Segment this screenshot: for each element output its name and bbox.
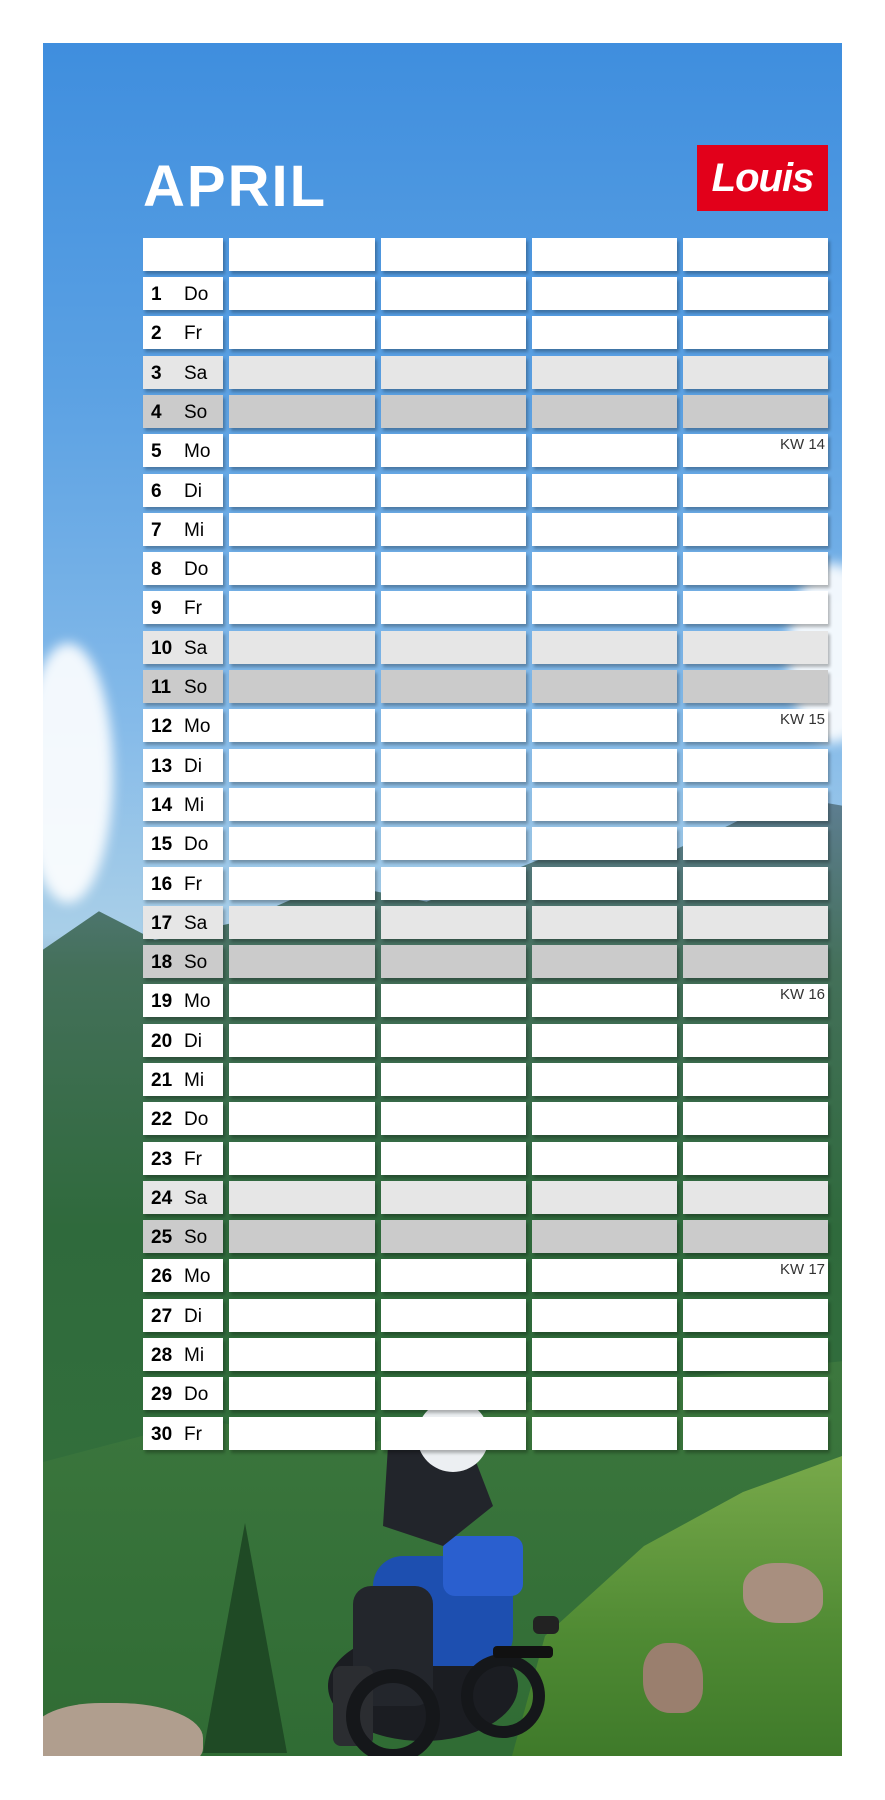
entry-cell[interactable] [683, 591, 828, 624]
weekday-label: So [184, 1227, 208, 1248]
entry-cell[interactable] [381, 1417, 526, 1450]
day-number: 19 [151, 991, 173, 1012]
calendar-day-row [143, 631, 828, 664]
brand-logo-text: Louis [711, 155, 814, 200]
entry-cell[interactable] [683, 709, 828, 742]
day-label [143, 1063, 223, 1096]
entry-cell[interactable] [683, 1063, 828, 1096]
weekday-label: Mo [184, 1266, 211, 1287]
entry-cell[interactable] [381, 474, 526, 507]
entry-cell[interactable] [683, 1259, 828, 1292]
entry-cell[interactable] [532, 827, 677, 860]
entry-cell[interactable] [683, 1299, 828, 1332]
entry-cell[interactable] [229, 277, 375, 310]
weekday-label: Di [184, 1031, 202, 1052]
day-label [143, 1181, 223, 1214]
entry-cell[interactable] [532, 1220, 677, 1253]
entry-cell[interactable] [683, 1338, 828, 1371]
day-label [143, 434, 223, 467]
weekday-label: So [184, 677, 208, 698]
day-label [143, 749, 223, 782]
calendar-day-row [143, 749, 828, 782]
entry-cell[interactable] [381, 1063, 526, 1096]
entry-cell[interactable] [381, 984, 526, 1017]
pine-tree [203, 1523, 287, 1753]
entry-cell[interactable] [532, 1063, 677, 1096]
weekday-label: Di [184, 1306, 202, 1327]
entry-cell[interactable] [381, 1338, 526, 1371]
entry-cell[interactable] [381, 709, 526, 742]
weekday-label: Mi [184, 795, 205, 816]
entry-cell[interactable] [532, 984, 677, 1017]
weekday-label: Di [184, 481, 202, 502]
calendar-day-row [143, 434, 828, 467]
day-label [143, 1259, 223, 1292]
entry-cell[interactable] [532, 395, 677, 428]
day-number: 29 [151, 1384, 173, 1405]
entry-cell[interactable] [381, 1181, 526, 1214]
weekday-label: Mo [184, 716, 211, 737]
entry-cell[interactable] [229, 1142, 375, 1175]
entry-cell[interactable] [683, 277, 828, 310]
entry-cell[interactable] [381, 316, 526, 349]
entry-cell[interactable] [229, 1377, 375, 1410]
weekday-label: So [184, 402, 208, 423]
weekday-label: Do [184, 1384, 209, 1405]
day-number: 15 [151, 834, 173, 855]
cloud [43, 643, 113, 903]
entry-cell[interactable] [683, 788, 828, 821]
entry-cell[interactable] [229, 827, 375, 860]
day-label [143, 906, 223, 939]
entry-cell[interactable] [381, 1377, 526, 1410]
entry-cell[interactable] [229, 434, 375, 467]
rock [743, 1563, 823, 1623]
entry-cell[interactable] [229, 1417, 375, 1450]
calendar-day-row [143, 1024, 828, 1057]
entry-cell[interactable] [532, 277, 677, 310]
entry-cell[interactable] [532, 1024, 677, 1057]
entry-cell[interactable] [683, 1142, 828, 1175]
entry-cell[interactable] [229, 513, 375, 546]
calendar-day-row [143, 1220, 828, 1253]
entry-cell[interactable] [229, 867, 375, 900]
day-number: 22 [151, 1109, 173, 1130]
entry-cell[interactable] [683, 1024, 828, 1057]
calendar-day-row [143, 945, 828, 978]
entry-cell[interactable] [683, 1417, 828, 1450]
entry-cell[interactable] [532, 1338, 677, 1371]
calendar-day-row [143, 1377, 828, 1410]
entry-cell[interactable] [683, 356, 828, 389]
day-label [143, 631, 223, 664]
entry-cell[interactable] [532, 1142, 677, 1175]
entry-cell[interactable] [683, 1220, 828, 1253]
entry-cell[interactable] [229, 945, 375, 978]
calendar-day-row [143, 984, 828, 1017]
calendar-day-row [143, 591, 828, 624]
brand-logo [697, 145, 828, 211]
entry-cell[interactable] [229, 749, 375, 782]
entry-cell[interactable] [381, 1259, 526, 1292]
day-number: 9 [151, 598, 162, 619]
entry-cell[interactable] [683, 513, 828, 546]
entry-cell[interactable] [532, 1377, 677, 1410]
rock [643, 1643, 703, 1713]
day-number: 24 [151, 1188, 173, 1209]
day-number: 13 [151, 756, 173, 777]
entry-cell[interactable] [532, 513, 677, 546]
entry-cell[interactable] [381, 749, 526, 782]
entry-cell[interactable] [229, 984, 375, 1017]
entry-cell[interactable] [229, 1063, 375, 1096]
entry-cell[interactable] [532, 552, 677, 585]
day-number: 8 [151, 559, 162, 580]
calendar-day-row [143, 474, 828, 507]
entry-cell[interactable] [683, 316, 828, 349]
weekday-label: Sa [184, 913, 208, 934]
entry-cell[interactable] [229, 788, 375, 821]
calendar-week-label: KW 14 [779, 436, 825, 453]
day-number: 27 [151, 1306, 173, 1327]
entry-cell[interactable] [683, 395, 828, 428]
entry-cell[interactable] [532, 788, 677, 821]
day-number: 6 [151, 481, 162, 502]
day-number: 10 [151, 638, 173, 659]
calendar-day-row [143, 867, 828, 900]
day-number: 20 [151, 1031, 173, 1052]
day-label [143, 1417, 223, 1450]
header-day-cell [143, 238, 223, 271]
calendar-day-row [143, 277, 828, 310]
entry-cell[interactable] [532, 434, 677, 467]
day-label [143, 1377, 223, 1410]
calendar-day-row [143, 1102, 828, 1135]
day-label [143, 474, 223, 507]
day-label [143, 1338, 223, 1371]
weekday-label: Mo [184, 991, 211, 1012]
weekday-label: Di [184, 756, 202, 777]
entry-cell[interactable] [532, 945, 677, 978]
weekday-label: Mo [184, 441, 211, 462]
entry-cell[interactable] [229, 1299, 375, 1332]
entry-cell[interactable] [683, 749, 828, 782]
entry-cell[interactable] [683, 984, 828, 1017]
entry-cell[interactable] [683, 1102, 828, 1135]
day-number: 25 [151, 1227, 173, 1248]
entry-cell[interactable] [381, 552, 526, 585]
day-label [143, 1142, 223, 1175]
weekday-label: Fr [184, 1424, 202, 1445]
day-number: 30 [151, 1424, 173, 1445]
entry-cell[interactable] [229, 1338, 375, 1371]
entry-cell[interactable] [683, 631, 828, 664]
entry-cell[interactable] [683, 552, 828, 585]
weekday-label: Mi [184, 1345, 205, 1366]
weekday-label: Do [184, 559, 209, 580]
entry-cell[interactable] [229, 474, 375, 507]
entry-cell[interactable] [532, 867, 677, 900]
calendar-header-row [143, 238, 828, 271]
weekday-label: Fr [184, 323, 202, 344]
entry-cell[interactable] [532, 1259, 677, 1292]
calendar-day-row [143, 788, 828, 821]
calendar-page [43, 43, 842, 1756]
day-label [143, 709, 223, 742]
entry-cell[interactable] [229, 1102, 375, 1135]
day-label [143, 552, 223, 585]
entry-cell[interactable] [532, 1181, 677, 1214]
weekday-label: Mi [184, 1070, 205, 1091]
entry-cell[interactable] [229, 631, 375, 664]
day-label [143, 316, 223, 349]
entry-cell[interactable] [683, 945, 828, 978]
entry-cell[interactable] [532, 906, 677, 939]
calendar-day-row [143, 906, 828, 939]
entry-cell[interactable] [532, 356, 677, 389]
entry-cell[interactable] [683, 434, 828, 467]
entry-cell[interactable] [381, 513, 526, 546]
day-number: 4 [151, 402, 162, 423]
entry-cell[interactable] [532, 670, 677, 703]
weekday-label: Mi [184, 520, 205, 541]
entry-cell[interactable] [381, 277, 526, 310]
entry-cell[interactable] [381, 945, 526, 978]
entry-cell[interactable] [229, 395, 375, 428]
entry-cell[interactable] [381, 867, 526, 900]
entry-cell[interactable] [532, 316, 677, 349]
entry-cell[interactable] [229, 1181, 375, 1214]
entry-cell[interactable] [532, 749, 677, 782]
entry-cell[interactable] [532, 631, 677, 664]
calendar-day-row [143, 316, 828, 349]
entry-cell[interactable] [683, 474, 828, 507]
day-label [143, 356, 223, 389]
day-number: 17 [151, 913, 173, 934]
calendar-day-row [143, 709, 828, 742]
weekday-label: Do [184, 284, 209, 305]
entry-cell[interactable] [229, 356, 375, 389]
entry-cell[interactable] [532, 709, 677, 742]
day-label [143, 513, 223, 546]
header-cell [683, 238, 828, 271]
weekday-label: So [184, 952, 208, 973]
day-number: 28 [151, 1345, 173, 1366]
entry-cell[interactable] [229, 906, 375, 939]
day-number: 11 [151, 677, 172, 698]
entry-cell[interactable] [381, 631, 526, 664]
calendar-week-label: KW 17 [779, 1261, 825, 1278]
calendar-day-row [143, 1417, 828, 1450]
entry-cell[interactable] [381, 1142, 526, 1175]
entry-cell[interactable] [229, 709, 375, 742]
weekday-label: Fr [184, 598, 202, 619]
entry-cell[interactable] [381, 1299, 526, 1332]
calendar-week-label: KW 15 [779, 711, 825, 728]
entry-cell[interactable] [532, 474, 677, 507]
calendar-day-row [143, 1299, 828, 1332]
entry-cell[interactable] [381, 591, 526, 624]
weekday-label: Sa [184, 363, 208, 384]
calendar-day-row [143, 1142, 828, 1175]
entry-cell[interactable] [381, 670, 526, 703]
entry-cell[interactable] [229, 1024, 375, 1057]
entry-cell[interactable] [381, 906, 526, 939]
calendar-day-row [143, 395, 828, 428]
calendar-day-row [143, 827, 828, 860]
weekday-label: Do [184, 834, 209, 855]
weekday-label: Do [184, 1109, 209, 1130]
entry-cell[interactable] [381, 434, 526, 467]
weekday-label: Sa [184, 1188, 208, 1209]
weekday-label: Fr [184, 1149, 202, 1170]
day-number: 7 [151, 520, 162, 541]
entry-cell[interactable] [381, 1024, 526, 1057]
calendar-day-row [143, 1063, 828, 1096]
day-label [143, 827, 223, 860]
calendar-day-row [143, 356, 828, 389]
calendar-day-row [143, 670, 828, 703]
day-label [143, 867, 223, 900]
entry-cell[interactable] [532, 591, 677, 624]
day-label [143, 1024, 223, 1057]
header-cell [532, 238, 677, 271]
header-cell [381, 238, 526, 271]
day-number: 21 [151, 1070, 173, 1091]
day-label [143, 984, 223, 1017]
entry-cell[interactable] [381, 356, 526, 389]
day-label [143, 1102, 223, 1135]
calendar-day-row [143, 1259, 828, 1292]
day-label [143, 670, 223, 703]
day-label [143, 591, 223, 624]
entry-cell[interactable] [683, 827, 828, 860]
calendar-day-row [143, 552, 828, 585]
entry-cell[interactable] [381, 827, 526, 860]
entry-cell[interactable] [683, 1377, 828, 1410]
day-label [143, 788, 223, 821]
entry-cell[interactable] [381, 395, 526, 428]
day-number: 12 [151, 716, 173, 737]
entry-cell[interactable] [683, 1181, 828, 1214]
entry-cell[interactable] [532, 1417, 677, 1450]
entry-cell[interactable] [229, 670, 375, 703]
day-label [143, 277, 223, 310]
header-cell [229, 238, 375, 271]
entry-cell[interactable] [532, 1102, 677, 1135]
day-number: 14 [151, 795, 173, 816]
day-number: 18 [151, 952, 173, 973]
entry-cell[interactable] [683, 906, 828, 939]
day-number: 2 [151, 323, 162, 344]
day-label [143, 395, 223, 428]
calendar-day-row [143, 1338, 828, 1371]
calendar-week-label: KW 16 [779, 986, 825, 1003]
weekday-label: Fr [184, 874, 202, 895]
entry-cell[interactable] [229, 1259, 375, 1292]
entry-cell[interactable] [381, 788, 526, 821]
day-label [143, 945, 223, 978]
day-number: 16 [151, 874, 173, 895]
entry-cell[interactable] [229, 1220, 375, 1253]
day-number: 5 [151, 441, 162, 462]
entry-cell[interactable] [683, 867, 828, 900]
entry-cell[interactable] [229, 591, 375, 624]
day-label [143, 1299, 223, 1332]
day-label [143, 1220, 223, 1253]
day-number: 1 [151, 284, 162, 305]
calendar-day-row [143, 1181, 828, 1214]
entry-cell[interactable] [532, 1299, 677, 1332]
day-number: 23 [151, 1149, 173, 1170]
month-title: APRIL [143, 154, 327, 219]
calendar-day-row [143, 513, 828, 546]
weekday-label: Sa [184, 638, 208, 659]
entry-cell[interactable] [229, 552, 375, 585]
entry-cell[interactable] [381, 1102, 526, 1135]
day-number: 3 [151, 363, 162, 384]
day-number: 26 [151, 1266, 173, 1287]
entry-cell[interactable] [229, 316, 375, 349]
entry-cell[interactable] [381, 1220, 526, 1253]
entry-cell[interactable] [683, 670, 828, 703]
